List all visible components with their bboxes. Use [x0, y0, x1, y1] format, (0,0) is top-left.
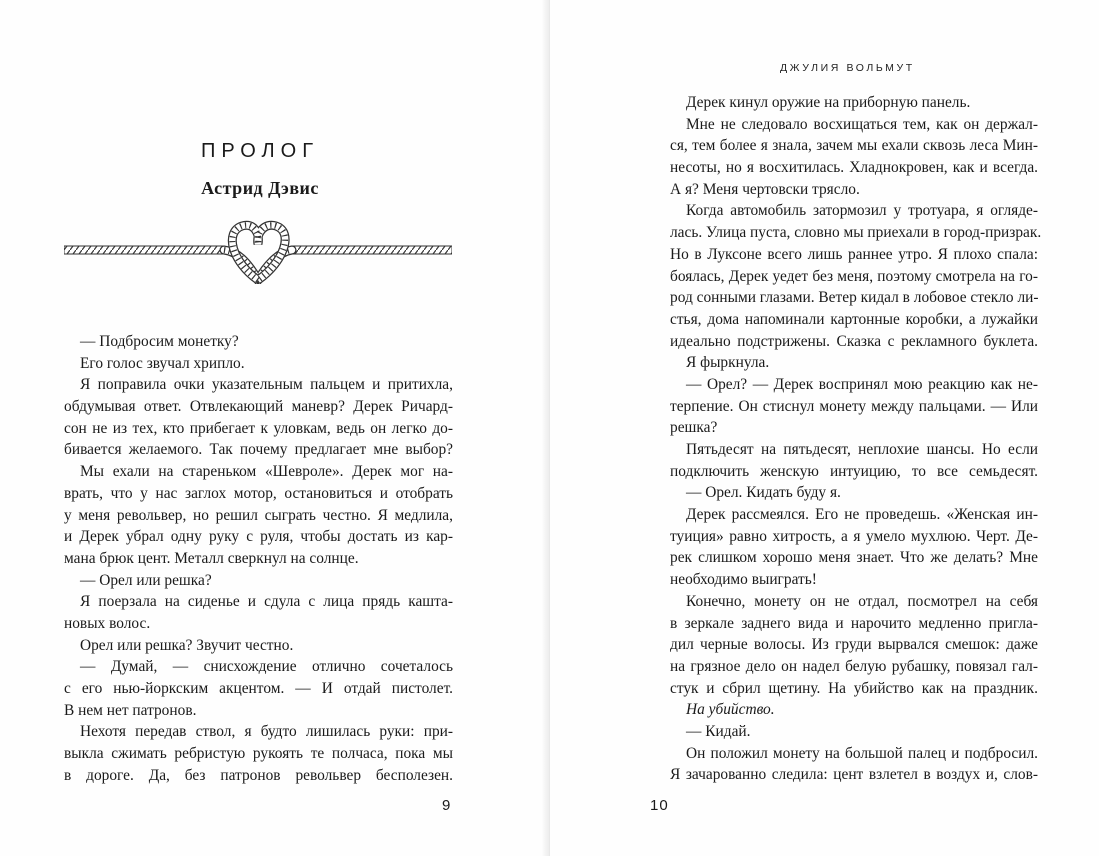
text-line: решка?: [670, 419, 718, 437]
text-line: Я фыркнула.: [686, 354, 770, 372]
text-line: Дерек рассмеялся. Его не проведешь. «Женская ин-: [686, 506, 1038, 524]
text-line: Мы ехали на стареньком «Шевроле». Дерек мог на-: [80, 463, 453, 481]
text-line: В нем нет патронов.: [64, 701, 197, 719]
left-body-text: [64, 331, 453, 786]
text-line: Дерек кинул оружие на приборную панель.: [686, 94, 971, 111]
text-line: необходимо выиграть!: [670, 571, 817, 589]
text-line: и Дерек убрал одну руку с руля, чтобы достать из кар-: [64, 528, 453, 546]
text-line: ся, тем более я знала, зачем мы ехали сквозь леса Мин-: [670, 137, 1038, 155]
text-line: выкла сжимать ребристую рукоять те полчаса, пока мы: [64, 745, 453, 763]
text-line: Я поерзала на сиденье и сдула с лица прядь кашта-: [80, 593, 453, 611]
text-line: Его голос звучал хрипло.: [80, 354, 245, 372]
text-line: в зеркале заднего вида и нарочито медленно пригла-: [670, 614, 1038, 632]
right-body-text: [670, 92, 1042, 786]
page-number-left: 9: [442, 797, 452, 814]
text-line: стук и сбрил щетину. На убийство как на праздник.: [670, 679, 1038, 697]
chapter-title: ПРОЛОГ: [200, 140, 320, 162]
text-line: рек слишком хорошо меня знает. Что же делать? Мне: [670, 549, 1038, 567]
text-line: Но в Луксоне всего лишь раннее утро. Я плохо спала:: [670, 245, 1038, 263]
text-line: Орел или решка? Звучит честно.: [80, 636, 294, 654]
text-line: несоты, но я восхитилась. Хладнокровен, как и всегда.: [670, 159, 1038, 177]
text-line: — Кидай.: [686, 722, 751, 740]
text-line: Я зачарованно следила: цент взлетел в воздух и, слов-: [670, 766, 1038, 784]
chapter-subtitle: Астрид Дэвис: [201, 178, 319, 198]
text-line: бивается желаемого. Так почему предлагает мне выбор?: [64, 441, 453, 459]
text-line: лась. Улица пуста, словно мы приехали в город-призрак.: [670, 224, 1042, 242]
text-line: Он положил монету на большой палец и подбросил.: [686, 744, 1038, 762]
text-line: стья, дома напоминали картонные коробки, а лужайки: [670, 310, 1038, 328]
text-line: — Подбросим монетку?: [80, 333, 239, 350]
text-line: — Думай, — снисхождение отлично сочеталось: [80, 658, 453, 676]
text-line: идеально подстрижены. Сказка с рекламного буклета.: [670, 332, 1038, 350]
text-line: На убийство.: [686, 701, 775, 719]
text-line: подключить женскую интуицию, то все семьдесят.: [670, 462, 1038, 480]
text-line: в дороге. Да, без патронов револьвер бесполезен.: [64, 766, 453, 784]
text-line: у меня револьвер, но решил сыграть честно. Я медлила,: [64, 506, 453, 524]
running-head: ДЖУЛИЯ ВОЛЬМУТ: [780, 62, 915, 74]
text-line: дил черные волосы. Из груди вырвался смешок: даже: [670, 636, 1038, 654]
left-page: [0, 0, 549, 856]
text-line: — Орел. Кидать буду я.: [686, 484, 841, 502]
text-line: новых волос.: [64, 614, 151, 632]
page-number-right: 10: [650, 797, 669, 814]
text-line: Пятьдесят на пятьдесят, неплохие шансы. Но если: [686, 441, 1038, 458]
text-line: — Орел? — Дерек воспринял мою реакцию как не-: [686, 375, 1038, 393]
text-line: — Орел или решка?: [80, 571, 212, 589]
text-line: Нехотя передав ствол, я будто лишилась руки: при-: [80, 723, 453, 741]
rope-heart-knot-icon: [64, 218, 452, 284]
text-line: сон не из тех, кто прибегает к уловкам, ведь он легко до-: [64, 419, 453, 437]
text-line: Когда автомобиль затормозил у тротуара, я огляде-: [686, 202, 1038, 220]
text-line: Мне не следовало восхищаться тем, как он держал-: [686, 115, 1038, 133]
text-line: терпение. Он стиснул монету между пальцами. — Или: [670, 397, 1038, 415]
text-line: на грязное дело он надел белую рубашку, повязал гал-: [670, 657, 1038, 675]
text-line: Я поправила очки указательным пальцем и притихла,: [80, 376, 453, 394]
text-line: мана брюк цент. Металл сверкнул на солнце.: [64, 549, 359, 567]
text-line: род сонными глазами. Ветер кидал в лобовое стекло ли-: [670, 289, 1039, 307]
text-line: туиция» равно хитрость, а я умело мухлюю. Черт. Де-: [670, 527, 1038, 545]
text-line: боялась, Дерек уедет без меня, поэтому смотрела на го-: [670, 267, 1038, 285]
text-line: обдумывая ответ. Отвлекающий маневр? Дерек Ричард-: [64, 398, 453, 416]
text-line: с его нью-йоркским акцентом. — И отдай пистолет.: [64, 680, 453, 697]
text-line: врать, что у нас заглох мотор, остановиться и отобрать: [64, 484, 453, 502]
text-line: А я? Меня чертовски трясло.: [670, 180, 860, 198]
text-line: Конечно, монету он не отдал, посмотрел на себя: [686, 592, 1038, 610]
